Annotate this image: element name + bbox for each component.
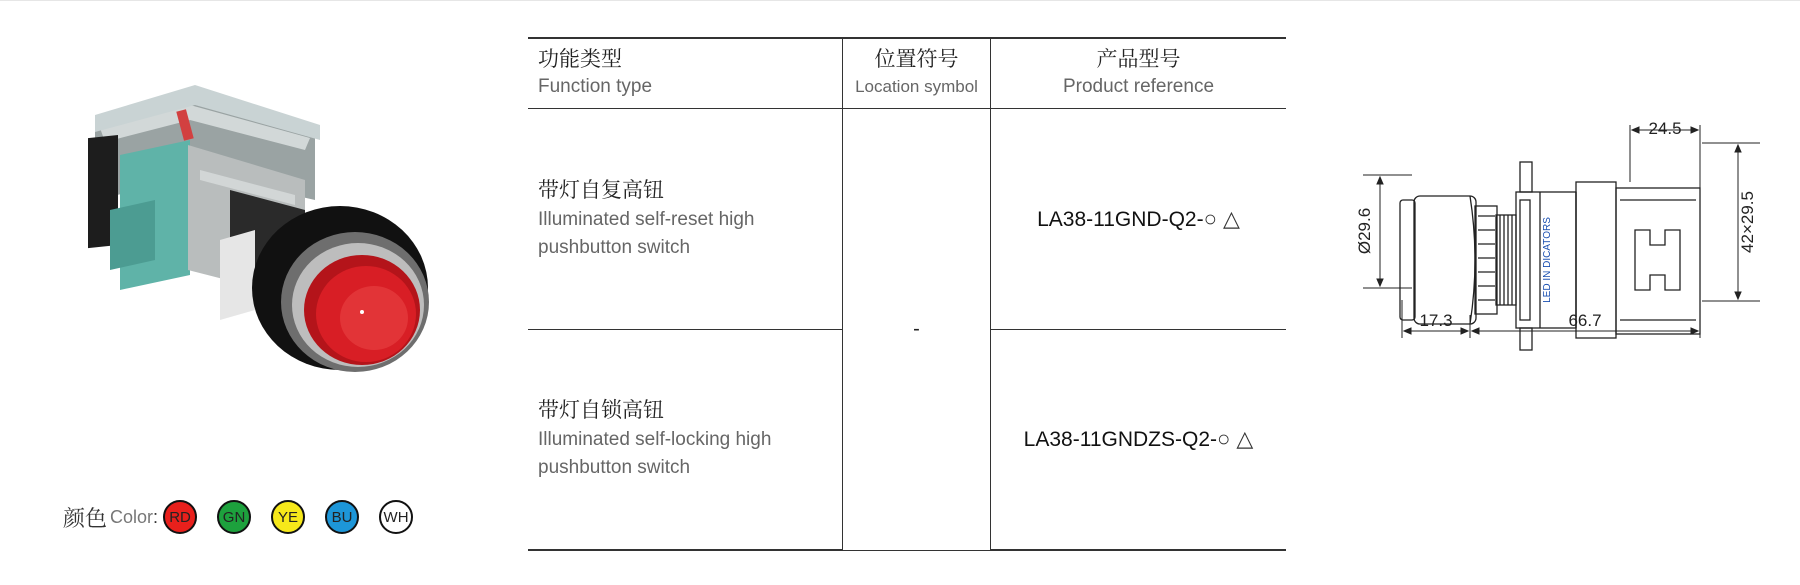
function-type-cell: 带灯自锁高钮 Illuminated self-locking high pushbutton switch [528, 329, 843, 550]
svg-text:Ø29.6: Ø29.6 [1355, 207, 1374, 255]
color-label-en: Color [110, 506, 154, 527]
color-chip-yellow: YE [271, 500, 305, 534]
header-location-symbol: 位置符号 Location symbol [843, 38, 991, 108]
color-chip-white: WH [379, 500, 413, 534]
color-legend [63, 497, 433, 537]
header-product-reference: 产品型号 Product reference [991, 38, 1287, 108]
location-symbol-cell: - [843, 108, 991, 550]
svg-text:66.7: 66.7 [1568, 311, 1602, 330]
color-label-cn: 颜色 [63, 505, 108, 531]
svg-text:LED IN DICATORS: LED IN DICATORS [1542, 217, 1553, 303]
color-chip-green: GN [217, 500, 251, 534]
table-row [528, 108, 1286, 329]
svg-text:24.5: 24.5 [1648, 120, 1682, 138]
svg-text:17.3: 17.3 [1419, 311, 1453, 330]
pushbutton-switch-photo [70, 60, 470, 390]
color-chip-red: RD [163, 500, 197, 534]
product-reference-cell: LA38-11GNDZS-Q2-○ △ [991, 329, 1287, 550]
top-divider [0, 0, 1800, 1]
header-function-type: 功能类型 Function type [528, 38, 843, 108]
spec-table [528, 37, 1286, 551]
color-label-colon: : [153, 506, 159, 527]
color-chip-blue: BU [325, 500, 359, 534]
table-header-row [528, 38, 1286, 108]
product-reference-cell: LA38-11GND-Q2-○ △ [991, 108, 1287, 329]
svg-text:42×29.5: 42×29.5 [1738, 191, 1757, 253]
dimension-drawing [1320, 120, 1800, 390]
function-type-cell: 带灯自复高钮 Illuminated self-reset high pushbutton switch [528, 108, 843, 329]
